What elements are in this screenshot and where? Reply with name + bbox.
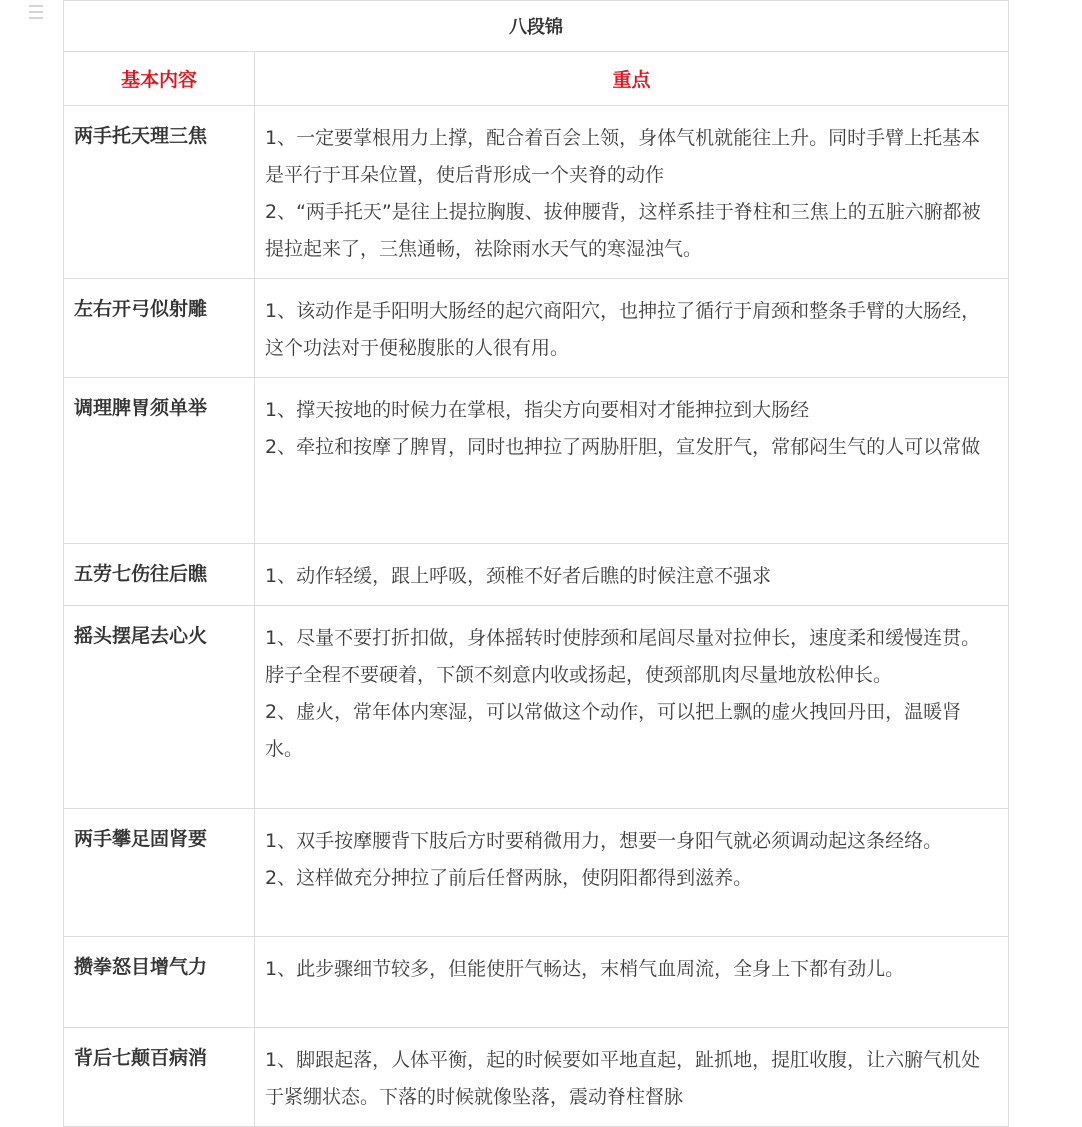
table-row — [64, 606, 1009, 809]
point-text: 1、脚跟起落，人体平衡，起的时候要如平地直起，趾抓地，提肛收腹，让六腑气机处于紧绷状态。下落的时候就像坠落，震动脊柱督脉 — [265, 1049, 981, 1108]
table-row — [64, 378, 1009, 544]
row-name: 五劳七伤往后瞧 — [64, 544, 255, 606]
table-row — [64, 809, 1009, 937]
point-text: 1、尽量不要打折扣做，身体摇转时使脖颈和尾闾尽量对拉伸长，速度柔和缓慢连贯。脖子全程不要硬着，下颌不刻意内收或扬起，使颈部肌肉尽量地放松伸长。 — [265, 627, 981, 686]
point-text: 1、双手按摩腰背下肢后方时要稍微用力，想要一身阳气就必须调动起这条经络。 — [265, 830, 943, 852]
row-points — [255, 378, 1009, 544]
table-row — [64, 279, 1009, 378]
table-row — [64, 937, 1009, 1028]
row-name: 摇头摆尾去心火 — [64, 606, 255, 809]
table-row — [64, 106, 1009, 279]
row-name: 两手攀足固肾要 — [64, 809, 255, 937]
row-points — [255, 1028, 1009, 1127]
point-text: 2、这样做充分抻拉了前后任督两脉，使阴阳都得到滋养。 — [265, 867, 753, 889]
header-key-points: 重点 — [255, 52, 1009, 106]
row-points — [255, 544, 1009, 606]
row-points — [255, 106, 1009, 279]
point-text: 1、此步骤细节较多，但能使肝气畅达，末梢气血周流，全身上下都有劲儿。 — [265, 958, 905, 980]
table-title-row — [64, 1, 1009, 52]
row-points — [255, 809, 1009, 937]
row-name: 攒拳怒目增气力 — [64, 937, 255, 1028]
menu-icon[interactable] — [29, 5, 43, 19]
point-text: 1、动作轻缓，跟上呼吸，颈椎不好者后瞧的时候注意不强求 — [265, 565, 772, 587]
row-name: 左右开弓似射雕 — [64, 279, 255, 378]
row-points — [255, 606, 1009, 809]
row-name: 调理脾胃须单举 — [64, 378, 255, 544]
point-text: 1、撑天按地的时候力在掌根，指尖方向要相对才能抻拉到大肠经 — [265, 399, 810, 421]
table-row — [64, 544, 1009, 606]
table-header-row — [64, 52, 1009, 106]
point-text: 2、虚火，常年体内寒湿，可以常做这个动作，可以把上飘的虚火拽回丹田，温暖肾水。 — [265, 701, 962, 760]
table-title: 八段锦 — [64, 1, 1009, 52]
row-name: 背后七颠百病消 — [64, 1028, 255, 1127]
header-basic-content: 基本内容 — [64, 52, 255, 106]
point-text: 1、一定要掌根用力上撑，配合着百会上领，身体气机就能往上升。同时手臂上托基本是平行于耳朵位置，使后背形成一个夹脊的动作 — [265, 127, 981, 186]
table-row — [64, 1028, 1009, 1127]
baduanjin-table — [63, 0, 1009, 1127]
point-text: 2、“两手托天”是往上提拉胸腹、拔伸腰背，这样系挂于脊柱和三焦上的五脏六腑都被提拉起来了，三焦通畅，祛除雨水天气的寒湿浊气。 — [265, 201, 981, 260]
row-points — [255, 937, 1009, 1028]
point-text: 1、该动作是手阳明大肠经的起穴商阳穴，也抻拉了循行于肩颈和整条手臂的大肠经，这个功法对于便秘腹胀的人很有用。 — [265, 300, 981, 359]
point-text: 2、牵拉和按摩了脾胃，同时也抻拉了两胁肝胆，宣发肝气，常郁闷生气的人可以常做 — [265, 436, 981, 458]
row-points — [255, 279, 1009, 378]
row-name: 两手托天理三焦 — [64, 106, 255, 279]
